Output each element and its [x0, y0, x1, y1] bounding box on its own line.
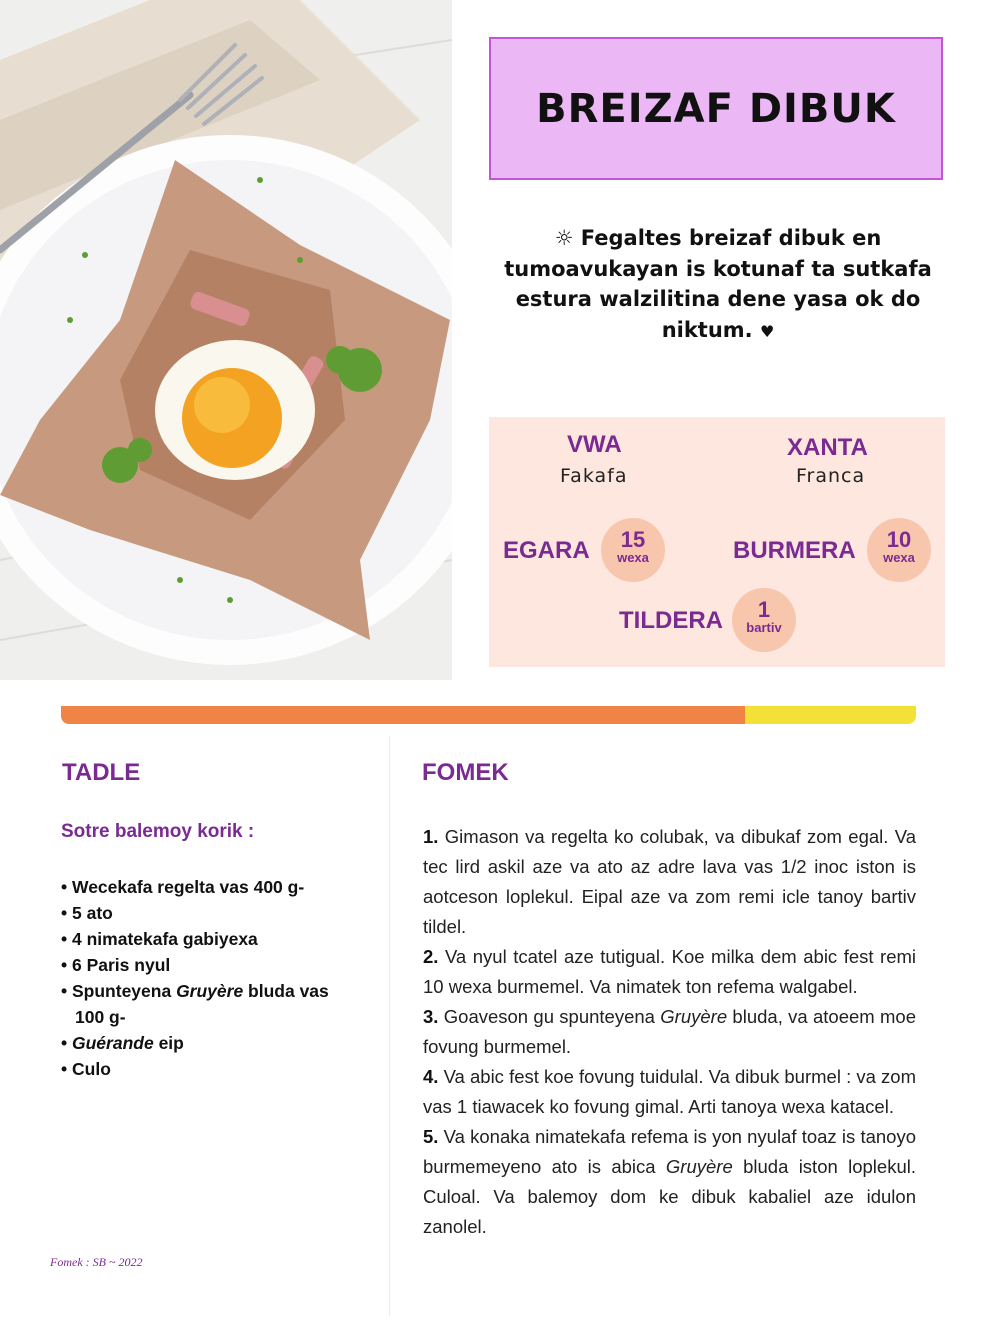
ingredient-item: • 4 nimatekafa gabiyexa — [61, 926, 335, 952]
method-step: 1. Gimason va regelta ko colubak, va dibukaf zom egal. Va tec lird askil aze va ato az adre lava vas 1/2 inoc iston is aotceson loplekul. Eipal aze va zom remi icle tanoy bartiv tildel. — [423, 826, 917, 937]
xanta-value: Franca — [796, 465, 866, 487]
burmera-unit: wexa — [883, 550, 915, 565]
ingredient-item: • Wecekafa regelta vas 400 g- — [61, 874, 335, 900]
ingredient-item: • Spunteyena Gruyère bluda vas 100 g- — [61, 978, 335, 1030]
recipe-title: BREIZAF DIBUK — [536, 85, 896, 132]
burmera-badge — [867, 518, 931, 582]
ingredients-subheading: Sotre balemoy korik : — [61, 821, 255, 842]
method-step: 5. Va konaka nimatekafa refema is yon nyulaf toaz is tanoyo burmemeyeno ato is abica Gruyère bluda iston loplekul. Culoal. Va balemoy dom ke dibuk kabaliel aze idulon zanolel. — [423, 1126, 916, 1237]
egara-number: 15 — [620, 527, 646, 552]
divider-bar — [61, 706, 916, 724]
egara-badge — [601, 518, 665, 582]
divider-orange — [61, 706, 745, 724]
vwa-label: VWA — [567, 431, 622, 458]
method-step: 3. Goaveson gu spunteyena Gruyère bluda, va atoeem moe fovung burmemel. — [423, 1006, 917, 1057]
intro-body: Fegaltes breizaf dibuk en tumoavukayan is kotunaf ta sutkafa estura walzilitina dene yasa ok do niktum. — [504, 226, 932, 342]
ingredients-list — [61, 874, 335, 1082]
method-step: 2. Va nyul tcatel aze tutigual. Koe milka dem abic fest remi 10 wexa burmemel. Va nimatek ton refema walgabel. — [423, 946, 917, 997]
ingredient-item: • Guérande eip — [61, 1030, 335, 1056]
tildera-badge — [732, 588, 796, 652]
credit-footer: Fomek : SB ~ 2022 — [50, 1255, 143, 1269]
galette-illustration — [0, 0, 452, 680]
divider-yellow — [745, 706, 916, 724]
vwa-value: Fakafa — [560, 465, 628, 487]
sun-icon: ☼ — [554, 226, 574, 250]
ingredient-item: • Culo — [61, 1056, 335, 1082]
egara-label: EGARA — [503, 537, 590, 564]
xanta-label: XANTA — [787, 434, 868, 461]
tildera-unit: bartiv — [746, 620, 782, 635]
column-divider — [389, 736, 390, 1316]
ingredients-heading: TADLE — [62, 759, 141, 786]
tildera-label: TILDERA — [619, 607, 723, 634]
method-heading: FOMEK — [422, 759, 509, 786]
ingredient-item: • 6 Paris nyul — [61, 952, 335, 978]
burmera-label: BURMERA — [733, 537, 856, 564]
egara-unit: wexa — [617, 550, 649, 565]
burmera-number: 10 — [886, 527, 912, 552]
galette-photo — [0, 0, 452, 680]
ingredient-item: • 5 ato — [61, 900, 335, 926]
intro-text — [500, 223, 936, 347]
heart-icon: ♥ — [759, 321, 775, 341]
info-panel — [489, 417, 945, 667]
tildera-number: 1 — [757, 597, 771, 622]
method-step: 4. Va abic fest koe fovung tuidulal. Va dibuk burmel : va zom vas 1 tiawacek ko fovung gimal. Arti tanoya wexa katacel. — [423, 1066, 916, 1117]
method-steps — [423, 822, 916, 1242]
title-box — [489, 37, 943, 180]
